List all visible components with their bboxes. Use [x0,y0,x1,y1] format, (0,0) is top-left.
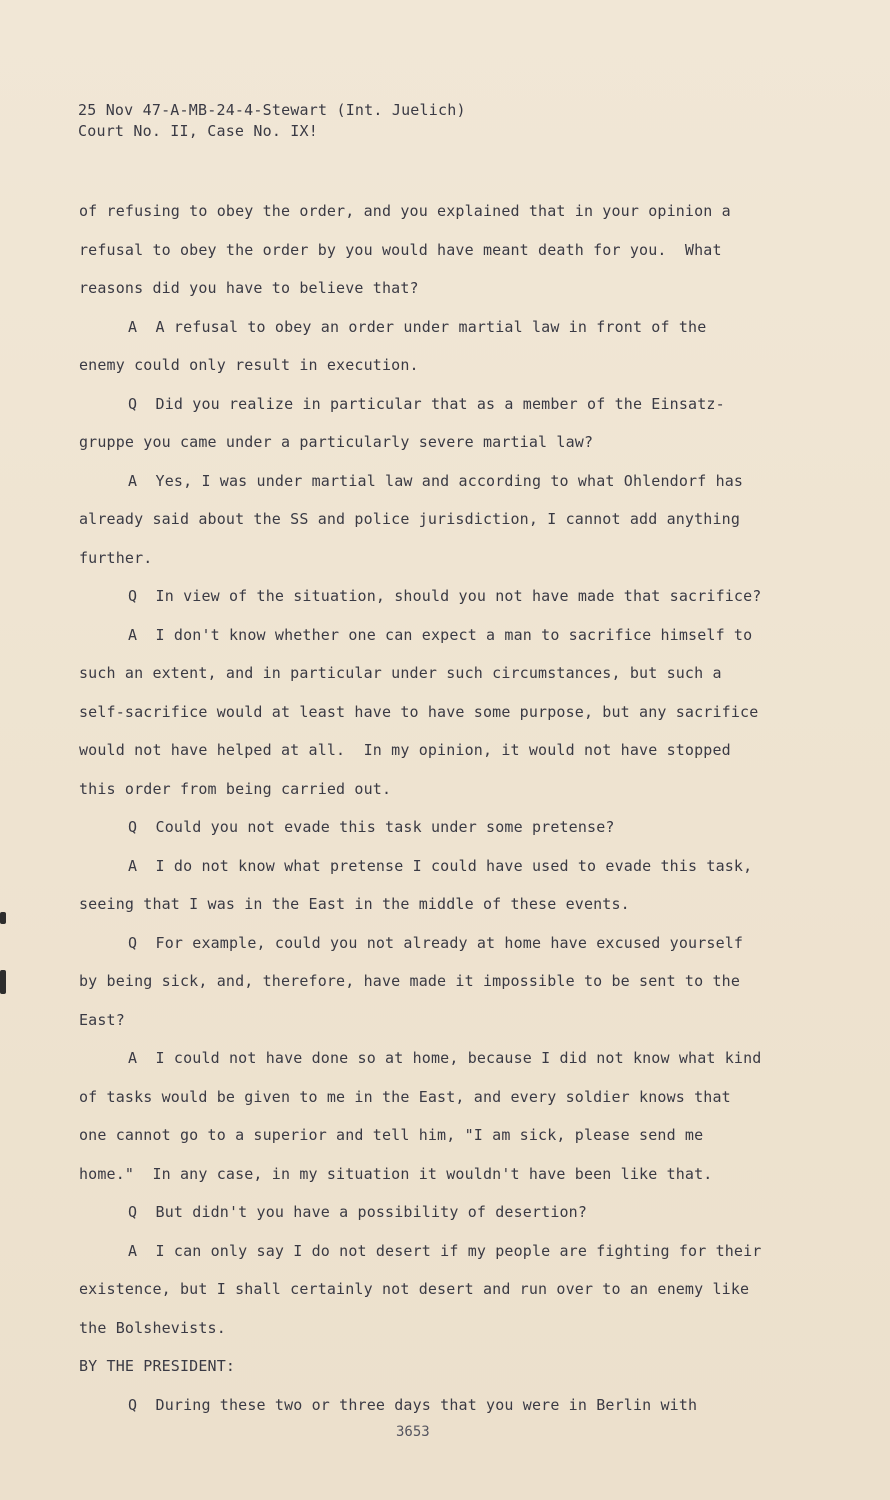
text-line: reasons did you have to believe that? [79,279,419,297]
text-line: East? [79,1010,125,1029]
binding-hole-mark [0,970,6,994]
text-line: A I could not have done so at home, because I did not know what kind [128,1049,762,1067]
text-line: existence, but I shall certainly not desert and run over to an enemy like [79,1280,750,1298]
text-line: A I do not know what pretense I could have used to evade this task, [128,856,753,875]
text-line: Q But didn't you have a possibility of desertion? [128,1203,588,1221]
text-line: self-sacrifice would at least have to have some purpose, but any sacrifice [79,702,759,721]
header-line-1: 25 Nov 47-A-MB-24-4-Stewart (Int. Juelich) [78,101,466,119]
text-line: refusal to obey the order by you would have meant death for you. What [79,240,722,259]
text-line: the Bolshevists. [79,1318,226,1337]
speaker-heading: BY THE PRESIDENT: [79,1357,236,1375]
text-line: already said about the SS and police jurisdiction, I cannot add anything [79,510,741,528]
text-line: A I don't know whether one can expect a man to sacrifice himself to [128,625,753,644]
text-line: Q For example, could you not already at home have excused yourself [128,933,744,952]
text-line: further. [79,548,153,567]
text-line: A I can only say I do not desert if my people are fighting for their [128,1241,762,1260]
text-line: would not have helped at all. In my opinion, it would not have stopped [79,741,731,759]
text-line: such an extent, and in particular under such circumstances, but such a [79,664,722,682]
text-line: Q Did you realize in particular that as a member of the Einsatz- [128,394,725,413]
text-line: seeing that I was in the East in the middle of these events. [79,895,630,913]
text-line: of tasks would be given to me in the East, and every soldier knows that [79,1087,731,1106]
text-line: Q In view of the situation, should you not have made that sacrifice? [128,587,762,605]
header-line-2: Court No. II, Case No. IX! [78,122,318,140]
page-number: 3653 [396,1424,430,1440]
text-line: A A refusal to obey an order under martial law in front of the [128,317,707,336]
text-line: home." In any case, in my situation it wouldn't have been like that. [79,1164,713,1183]
document-header [78,100,466,142]
binding-hole-mark [0,912,6,924]
text-line: of refusing to obey the order, and you explained that in your opinion a [79,202,731,220]
text-line: A Yes, I was under martial law and according to what Ohlendorf has [128,471,744,490]
transcript-body [79,192,819,1424]
text-line: one cannot go to a superior and tell him, "I am sick, please send me [79,1126,704,1144]
text-line: by being sick, and, therefore, have made it impossible to be sent to the [79,972,741,990]
text-line: Q During these two or three days that you were in Berlin with [128,1395,698,1414]
text-line: this order from being carried out. [79,779,392,798]
text-line: Q Could you not evade this task under some pretense? [128,818,615,836]
text-line: enemy could only result in execution. [79,356,419,374]
text-line: gruppe you came under a particularly severe martial law? [79,433,594,451]
